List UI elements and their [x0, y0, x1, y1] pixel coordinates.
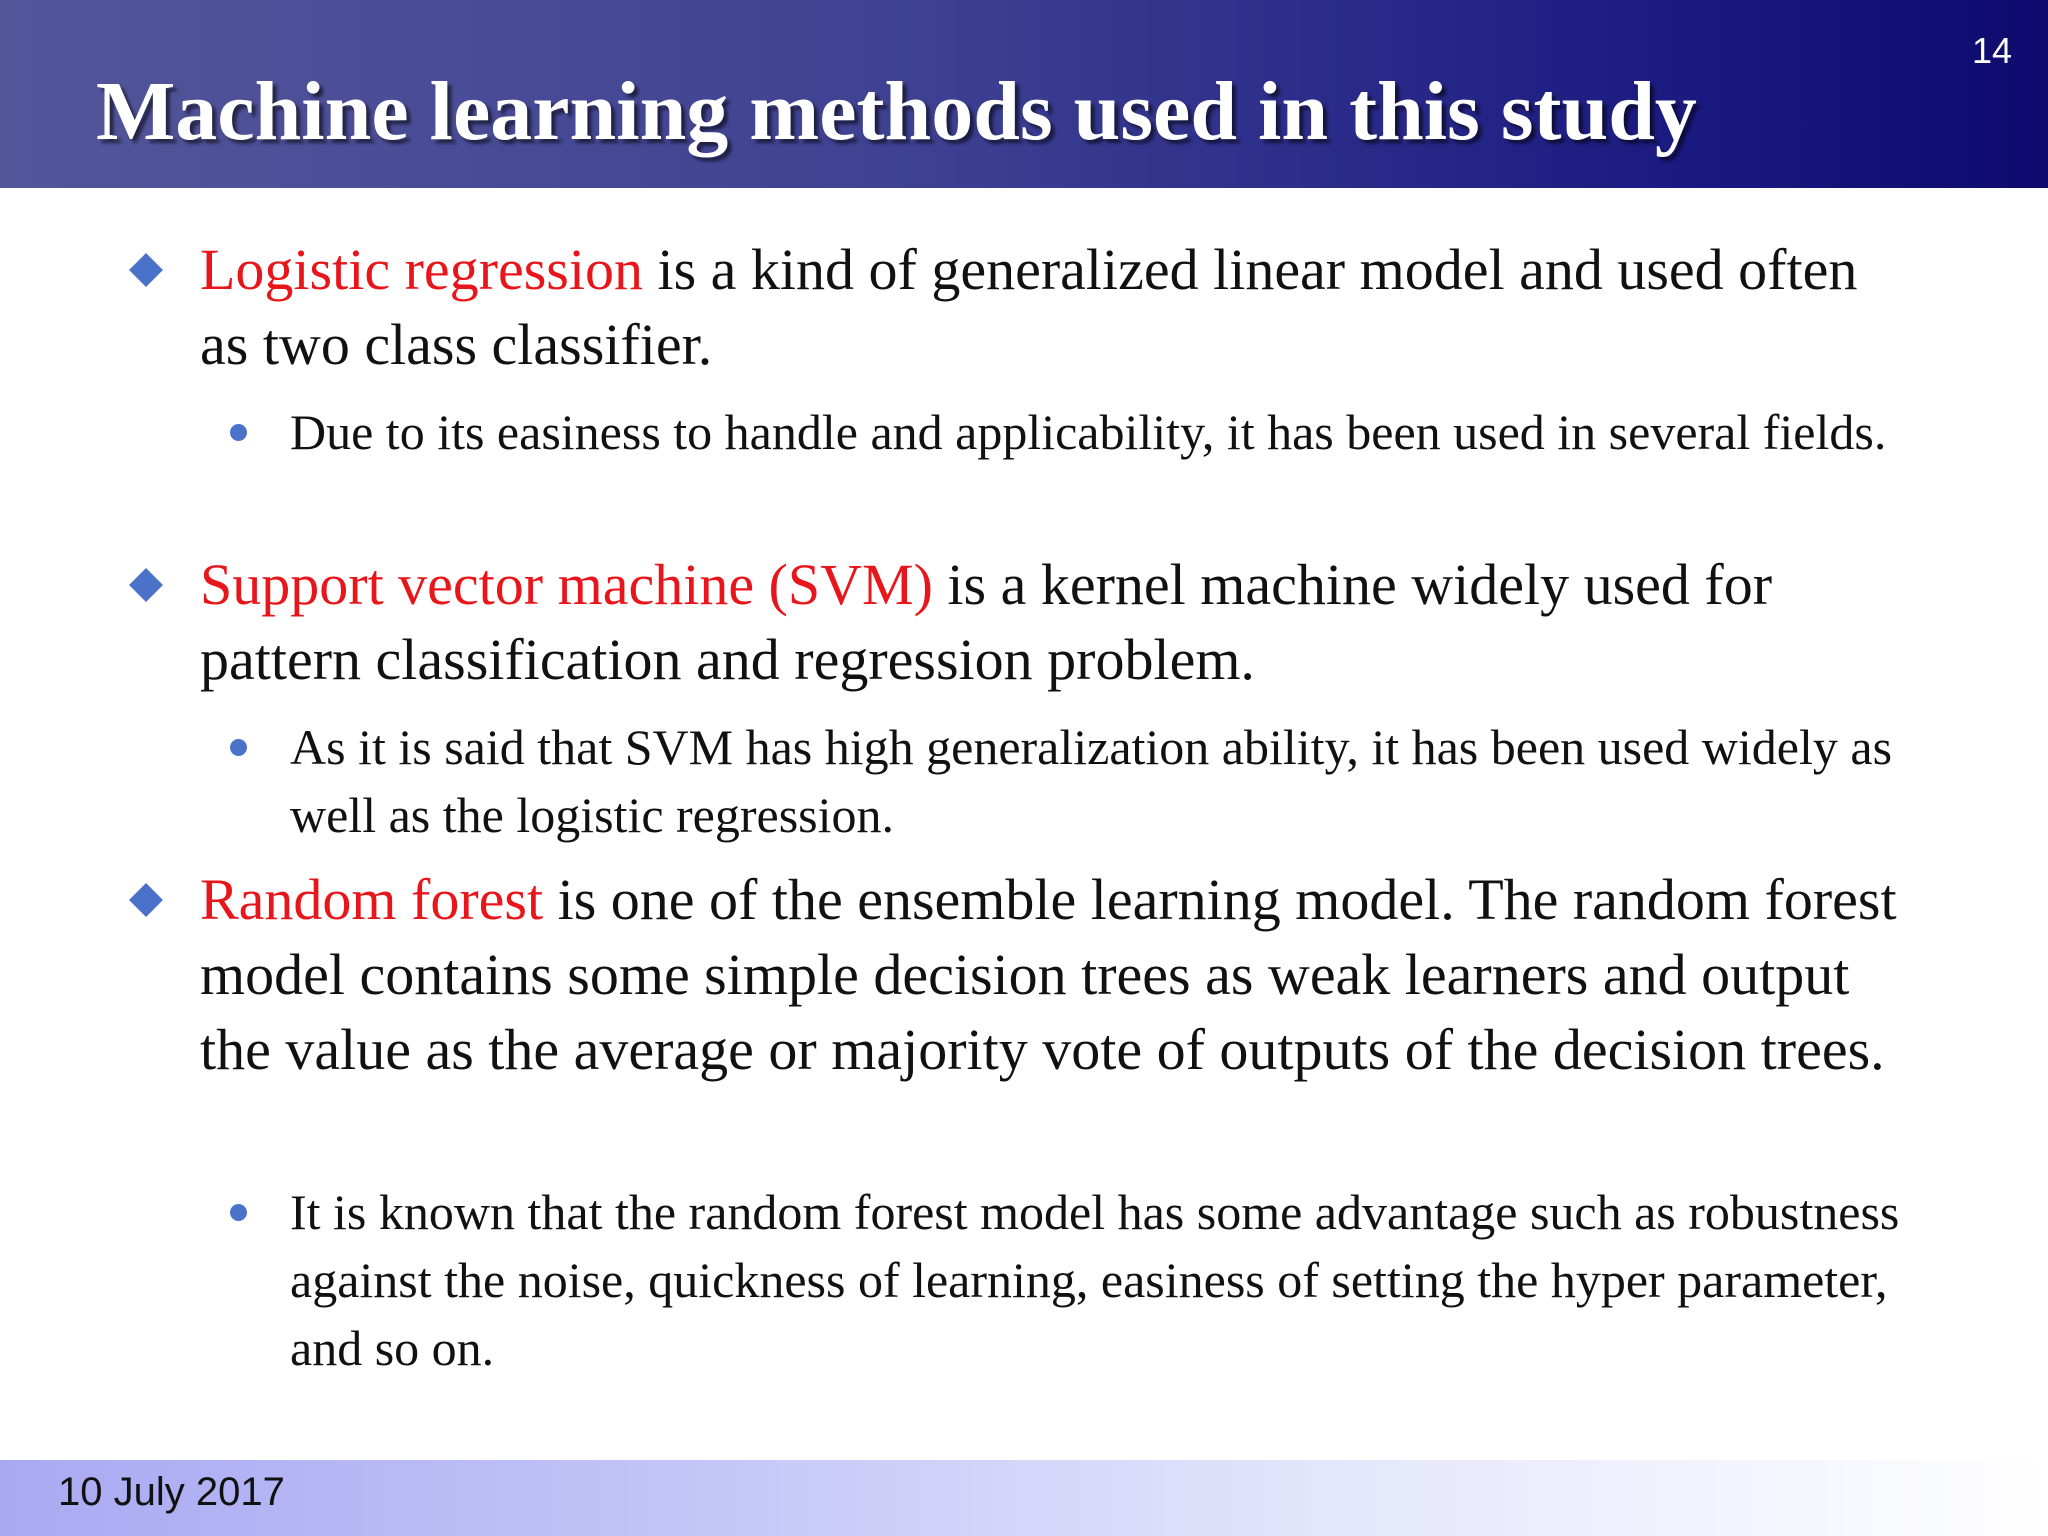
bullet-text: is a kind of generalized linear model and used often as two class classifier.	[200, 237, 1858, 377]
subbullet-svm	[290, 713, 1920, 849]
subbullet-random-forest	[290, 1178, 1920, 1382]
bullet-term: Random forest	[200, 867, 544, 932]
dot-bullet-icon	[230, 1204, 247, 1221]
bullet-term: Support vector machine (SVM)	[200, 552, 933, 617]
footer-bar	[0, 1460, 2048, 1536]
bullet-svm	[200, 547, 1920, 697]
footer-date: 10 July 2017	[58, 1470, 285, 1514]
bullet-term: Logistic regression	[200, 237, 643, 302]
bullet-logistic-regression	[200, 232, 1920, 382]
bullet-random-forest	[200, 862, 1920, 1087]
bullet-text: is one of the ensemble learning model. The random forest model contains some simple decision trees as weak learners and output the value as the average or majority vote of outputs of the decision trees.	[200, 867, 1897, 1082]
diamond-bullet-icon	[129, 568, 163, 602]
subbullet-text: Due to its easiness to handle and applicability, it has been used in several fields.	[290, 404, 1887, 460]
dot-bullet-icon	[230, 739, 247, 756]
bullet-text: is a kernel machine widely used for pattern classification and regression problem.	[200, 552, 1773, 692]
slide-number: 14	[1971, 30, 2012, 71]
diamond-bullet-icon	[129, 253, 163, 287]
diamond-bullet-icon	[129, 883, 163, 917]
title-bar	[0, 0, 2048, 188]
subbullet-text: It is known that the random forest model has some advantage such as robustness against the noise, quickness of learning, easiness of setting the hyper parameter, and so on.	[290, 1184, 1900, 1376]
slide-title: Machine learning methods used in this study	[96, 65, 1697, 158]
subbullet-logistic-regression	[290, 398, 1920, 466]
subbullet-text: As it is said that SVM has high generalization ability, it has been used widely as well as the logistic regression.	[290, 719, 1893, 843]
dot-bullet-icon	[230, 424, 247, 441]
